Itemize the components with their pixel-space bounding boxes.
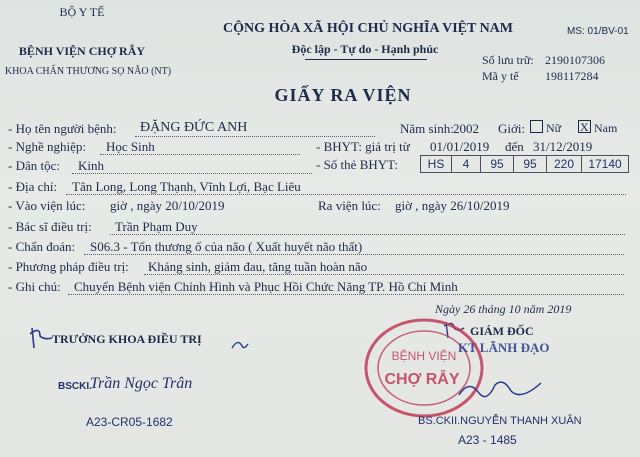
hospital-name: BỆNH VIỆN CHỢ RẪY xyxy=(18,44,146,58)
occupation: Học Sinh xyxy=(106,139,155,154)
doctor-name: Trần Phạm Duy xyxy=(115,219,198,234)
bhyt-number-label: - Số thẻ BHYT: xyxy=(316,157,399,172)
bhyt-cell: HS xyxy=(420,155,451,173)
hospital-stamp-icon xyxy=(360,312,490,422)
bhyt-cell: 95 xyxy=(513,155,546,173)
bhyt-cell: 95 xyxy=(480,155,513,173)
ethnicity-label: - Dân tộc: xyxy=(8,158,60,173)
ethnicity: Kinh xyxy=(78,158,104,173)
name-label: - Họ tên người bệnh: xyxy=(8,121,117,136)
birth-label: Năm sinh: xyxy=(400,121,454,136)
director-title: GIÁM ĐỐC xyxy=(470,324,534,338)
bhyt-number-cells xyxy=(420,155,629,173)
date-line: Ngày 26 tháng 10 năm 2019 xyxy=(435,302,572,316)
female-checkbox xyxy=(530,120,543,133)
birth-year: 2002 xyxy=(453,121,479,136)
stamp-text-top: BỆNH VIỆN xyxy=(391,349,457,363)
archive-number: 2190107306 xyxy=(545,53,605,67)
med-code-label: Mã y tế xyxy=(482,69,519,83)
admission-time: giờ , ngày 20/10/2019 xyxy=(110,198,225,213)
address-dotline xyxy=(66,194,626,195)
note-dotline xyxy=(68,294,624,295)
bhyt-cell: 4 xyxy=(451,155,480,173)
stamp-over-text: KT LÃNH ĐẠO xyxy=(458,340,550,355)
note-label: - Ghi chú: xyxy=(8,279,61,294)
motto-underline xyxy=(305,59,427,60)
occupation-dotline xyxy=(100,154,300,155)
left-signature: Trần Ngọc Trân xyxy=(90,375,193,392)
bhyt-cell: 220 xyxy=(546,155,581,173)
bhyt-valid-to: 31/12/2019 xyxy=(533,139,593,154)
patient-name: ĐẶNG ĐỨC ANH xyxy=(140,120,248,135)
discharge-time: giờ , ngày 26/10/2019 xyxy=(395,198,510,213)
left-signer-prefix: BSCKI. xyxy=(58,381,92,392)
right-signature-icon xyxy=(455,375,545,405)
pen-mark-icon xyxy=(26,324,56,352)
right-signer-code: A23 - 1485 xyxy=(458,433,517,447)
female-label: Nữ xyxy=(546,121,562,135)
stamp-text-bottom: CHỢ RẪY xyxy=(384,371,460,388)
ministry-name: BỘ Y TẾ xyxy=(59,5,105,19)
bhyt-to-label: đến xyxy=(505,139,524,154)
archive-label: Số lưu trữ: xyxy=(482,53,534,67)
form-code: MS: 01/BV-01 xyxy=(567,26,629,37)
ethnicity-dotline xyxy=(72,173,312,174)
motto: Độc lập - Tự do - Hạnh phúc xyxy=(291,42,439,56)
address-label: - Địa chỉ: xyxy=(8,179,58,194)
address: Tân Long, Long Thạnh, Vĩnh Lợi, Bạc Liêu xyxy=(72,179,301,194)
diagnosis-label: - Chẩn đoán: xyxy=(8,239,76,254)
head-of-dept-title: TRƯỞNG KHOA ĐIỀU TRỊ xyxy=(52,332,202,346)
bhyt-validity-label: - BHYT: giá trị từ xyxy=(316,139,410,154)
discharge-label: Ra viện lúc: xyxy=(318,198,381,213)
bhyt-cell: 17140 xyxy=(581,155,629,173)
right-signer-name: BS.CKII.NGUYỄN THANH XUÂN xyxy=(418,415,582,427)
method-dotline xyxy=(144,274,624,275)
note: Chuyển Bệnh viện Chỉnh Hình và Phục Hồi Chức Năng TP. Hồ Chí Minh xyxy=(74,279,458,294)
med-code: 198117284 xyxy=(545,69,599,83)
document-title: GIẤY RA VIỆN xyxy=(274,85,412,105)
treatment-method: Kháng sinh, giảm đau, tăng tuần hoàn não xyxy=(148,259,368,274)
gender-label: Giới: xyxy=(498,121,526,136)
method-label: - Phương pháp điều trị: xyxy=(8,259,129,274)
diagnosis-dotline xyxy=(84,254,624,255)
bhyt-valid-from: 01/01/2019 xyxy=(430,139,490,154)
male-mark: X xyxy=(580,120,589,134)
doctor-label: - Bác sĩ điều trị: xyxy=(8,219,92,234)
occupation-label: - Nghề nghiệp: xyxy=(8,139,86,154)
admission-label: - Vào viện lúc: xyxy=(8,198,86,213)
doctor-dotline xyxy=(110,234,625,235)
pen-mark-icon xyxy=(230,336,250,352)
name-dotline xyxy=(135,136,375,137)
left-signer-code: A23-CR05-1682 xyxy=(86,415,173,429)
department-name: KHOA CHẤN THƯƠNG SỌ NÃO (NT) xyxy=(4,66,172,77)
republic-title: CỘNG HÒA XÃ HỘI CHỦ NGHĨA VIỆT NAM xyxy=(222,21,514,36)
diagnosis: S06.3 - Tổn thương ổ của não ( Xuất huyết não thất) xyxy=(90,239,363,254)
male-label: Nam xyxy=(594,121,618,135)
